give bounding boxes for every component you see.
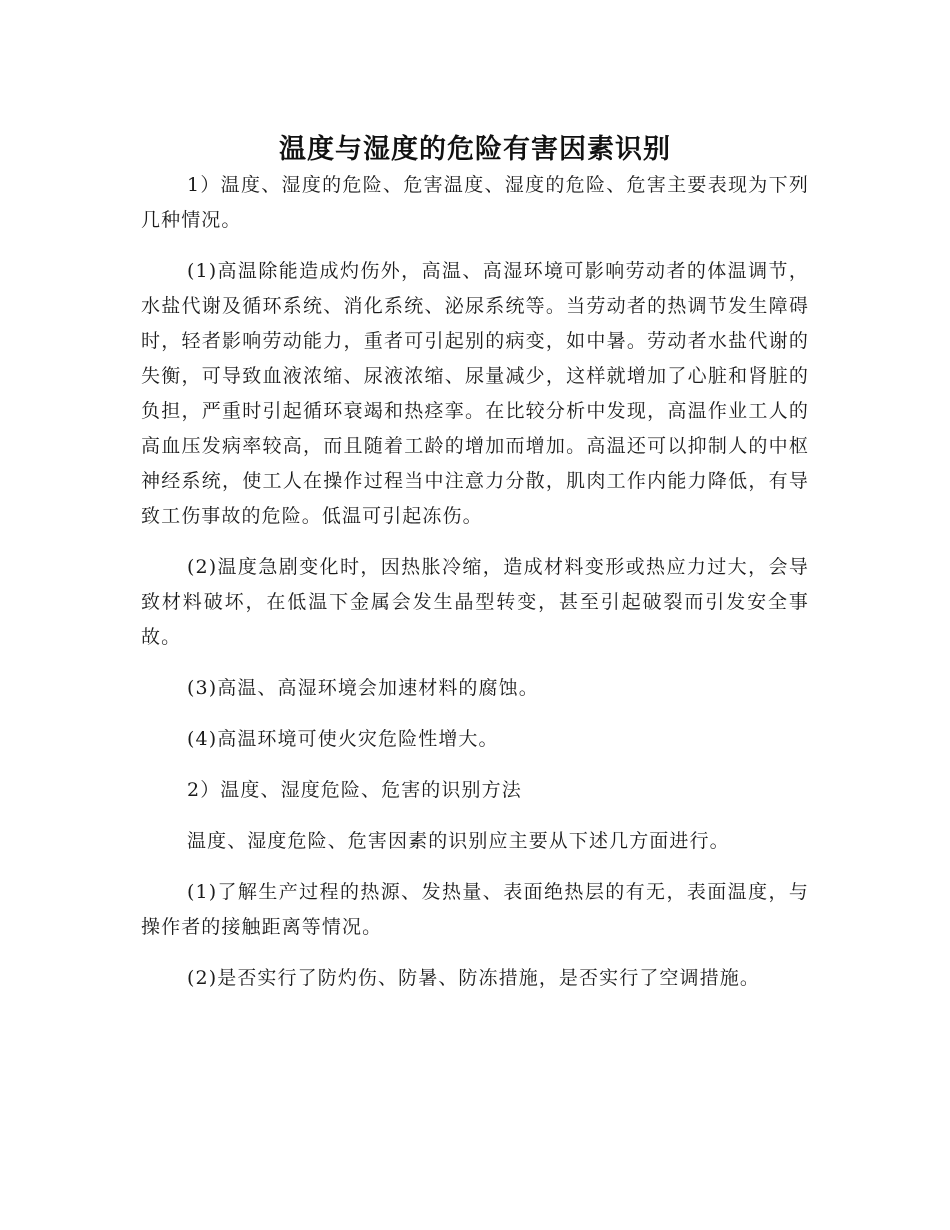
paragraph-corrosion: (3)高温、高湿环境会加速材料的腐蚀。 — [187, 677, 539, 699]
paragraph-protection-measures: (2)是否实行了防灼伤、防暑、防冻措施，是否实行了空调措施。 — [187, 967, 760, 989]
paragraph-identification-intro: 温度、湿度危险、危害因素的识别应主要从下述几方面进行。 — [187, 830, 730, 852]
paragraph-temp-change: (2)温度急剧变化时，因热胀冷缩，造成材料变形或热应力过大，会导致材料破坏，在低温下金属会发生晶型转变，甚至引起破裂而引发安全事故。 — [141, 556, 809, 648]
paragraph-high-temp-health: (1)高温除能造成灼伤外，高温、高湿环境可影响劳动者的体温调节，水盐代谢及循环系统、消化系统、泌尿系统等。当劳动者的热调节发生障碍时，轻者影响劳动能力，重者可引起别的病变，如中暑。劳动者水盐代谢的失衡，可导致血液浓缩、尿液浓缩、尿量减少，这样就增加了心脏和肾脏的负担，严重时引起循环衰竭和热痉挛。在比较分析中发现，高温作业工人的高血压发病率较高，而且随着工龄的增加而增加。高温还可以抑制人的中枢神经系统，使工人在操作过程当中注意力分散，肌肉工作内能力降低，有导致工伤事故的危险。低温可引起冻伤。 — [141, 260, 809, 527]
document-body — [141, 168, 809, 1012]
document-title: 温度与湿度的危险有害因素识别 — [279, 134, 671, 166]
paragraph-intro: 1）温度、湿度的危险、危害温度、湿度的危险、危害主要表现为下列几种情况。 — [141, 174, 809, 231]
paragraph-heat-source: (1)了解生产过程的热源、发热量、表面绝热层的有无，表面温度，与操作者的接触距离等情况。 — [141, 881, 809, 938]
paragraph-fire-risk: (4)高温环境可使火灾危险性增大。 — [187, 728, 499, 750]
paragraph-identification-heading: 2）温度、湿度危险、危害的识别方法 — [187, 779, 522, 801]
